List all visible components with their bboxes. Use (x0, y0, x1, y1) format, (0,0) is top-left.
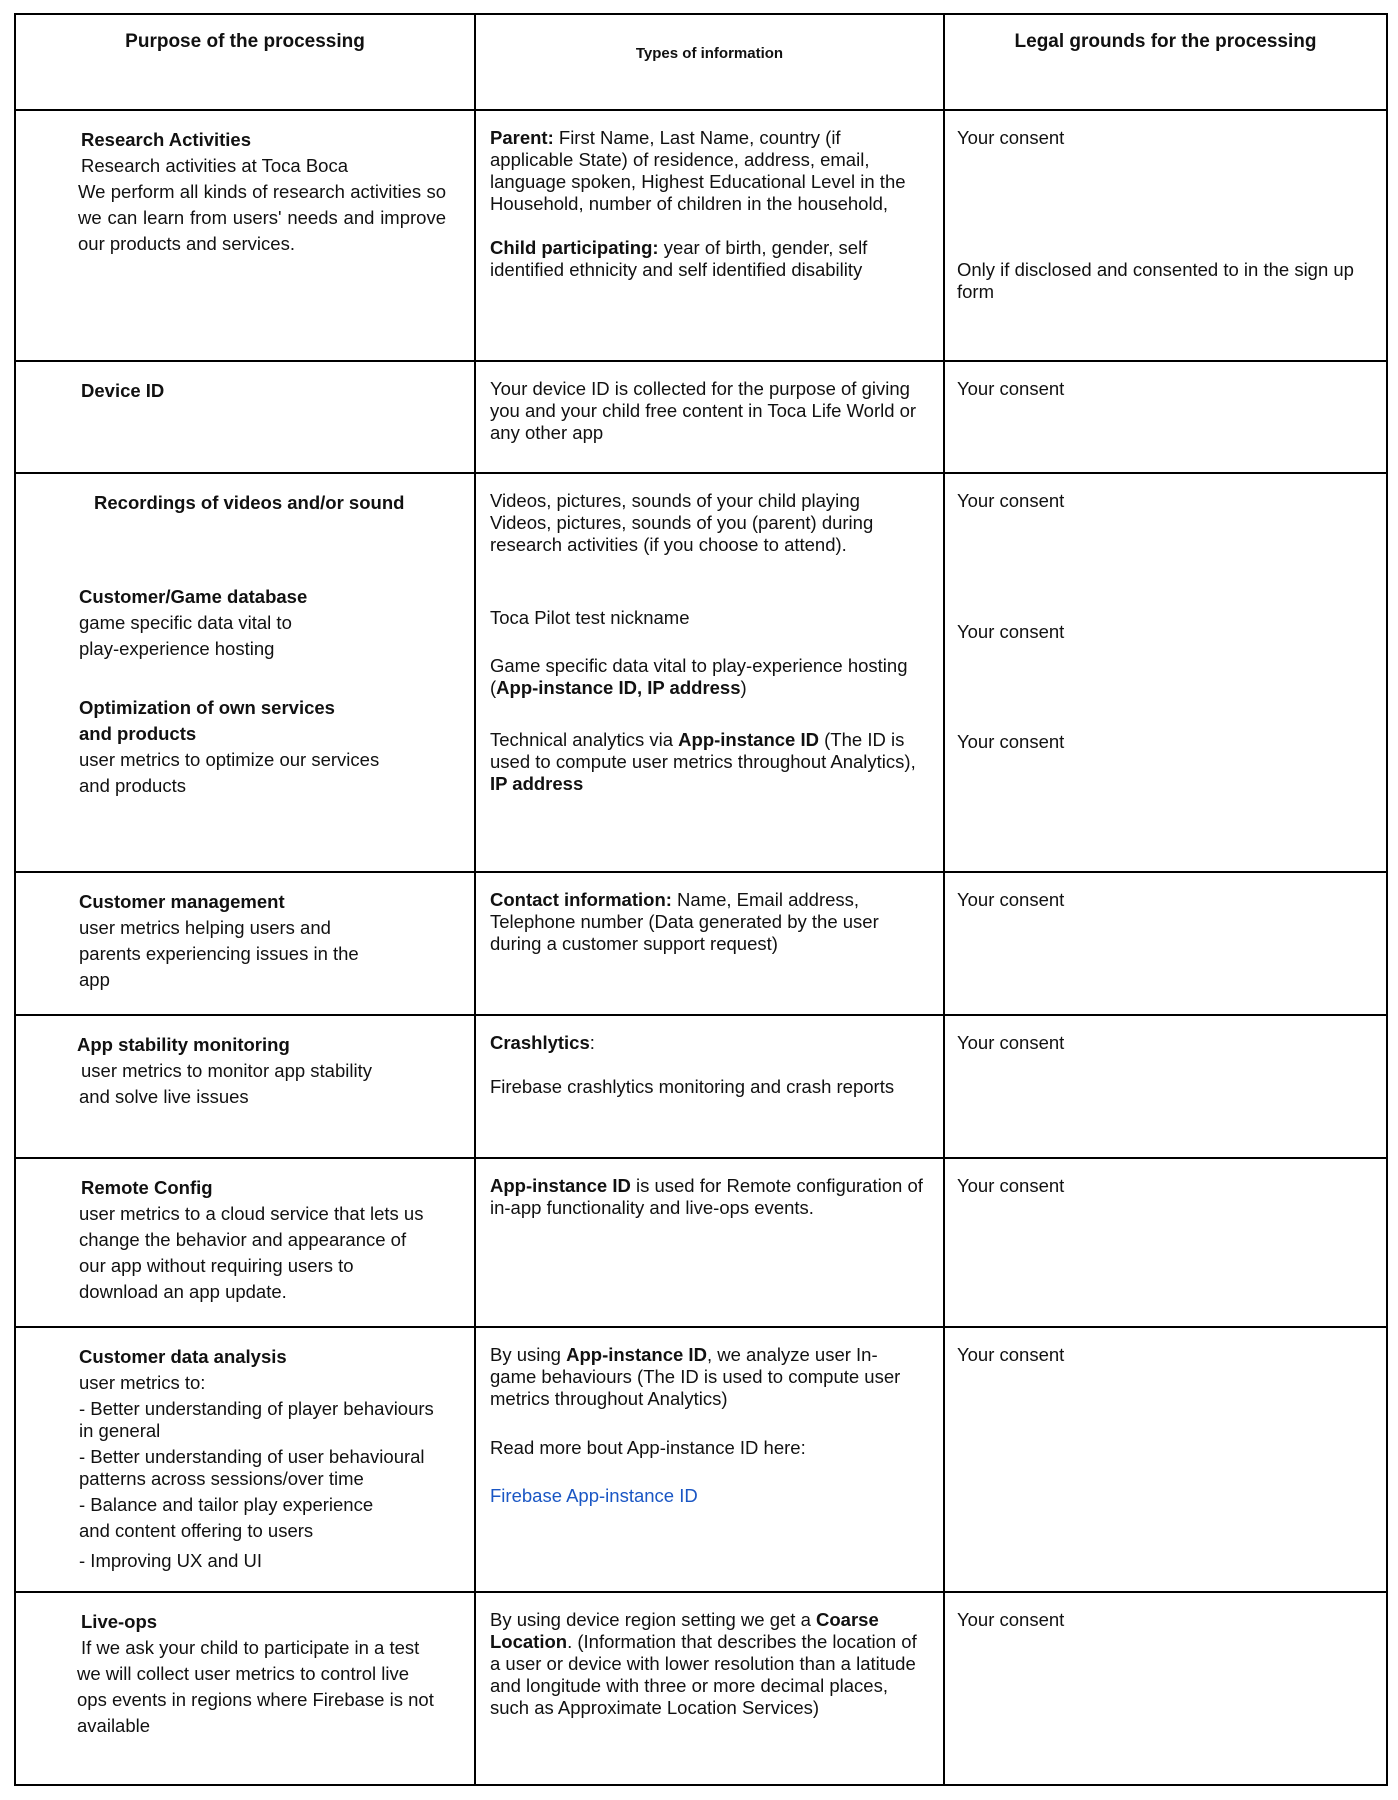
remote-purpose-cell (15, 1158, 475, 1327)
customer-mgmt-title: Customer management (79, 891, 285, 912)
header-legal: Legal grounds for the processing (944, 14, 1387, 110)
customer-mgmt-types-cell (475, 872, 944, 1015)
recordings-types-cell (475, 473, 944, 872)
stability-purpose-cell (15, 1015, 475, 1158)
header-purpose: Purpose of the processing (15, 14, 475, 110)
opt-title-1: Optimization of own services (79, 697, 335, 718)
opt-types-bold2: IP address (490, 773, 584, 794)
header-row (15, 14, 1387, 110)
opt-legal: Your consent (957, 731, 1065, 752)
liveops-desc-4: available (77, 1715, 151, 1736)
analysis-bullet-4: - Improving UX and UI (79, 1550, 263, 1571)
db-types-1: Toca Pilot test nickname (490, 607, 690, 628)
analysis-desc: user metrics to: (79, 1372, 206, 1393)
table-row (15, 473, 1387, 872)
customer-mgmt-desc-2: parents experiencing issues in the (79, 943, 359, 964)
liveops-types-bold: Coarse Location (490, 1609, 879, 1652)
table-row (15, 1015, 1387, 1158)
child-text: year of birth, gender, self identified ethnicity and self identified disability (490, 237, 868, 280)
crashlytics-colon: : (589, 1032, 595, 1053)
liveops-purpose-cell (15, 1592, 475, 1785)
analysis-bullet-3b: and content offering to users (79, 1520, 314, 1541)
contact-text: Name, Email address, Telephone number (Data generated by the user during a customer support request) (490, 889, 879, 954)
analysis-bullet-2: - Better understanding of user behavioural patterns across sessions/over time (79, 1446, 425, 1489)
db-types-2-pre: Game specific data vital to play-experience hosting ( (490, 655, 908, 698)
analysis-types-bold: App-instance ID (566, 1344, 707, 1365)
liveops-legal-cell: Your consent (944, 1592, 1387, 1785)
stability-types-cell (475, 1015, 944, 1158)
liveops-desc-1: If we ask your child to participate in a test (81, 1637, 420, 1658)
device-legal-cell: Your consent (944, 361, 1387, 473)
parent-text: First Name, Last Name, country (if applicable State) of residence, address, email, language spoken, Highest Educational Level in the Household, number of children in the household, (490, 127, 906, 214)
liveops-types-pre: By using device region setting we get a (490, 1609, 816, 1630)
stability-legal-cell: Your consent (944, 1015, 1387, 1158)
processing-table (14, 13, 1388, 1786)
analysis-types-cell (475, 1327, 944, 1592)
customer-mgmt-legal-cell: Your consent (944, 872, 1387, 1015)
db-desc-1: game specific data vital to (79, 612, 292, 633)
recordings-purpose-cell (15, 473, 475, 872)
remote-types-cell (475, 1158, 944, 1327)
db-types-2-post: ) (740, 677, 747, 698)
analysis-read-more: Read more bout App-instance ID here: (490, 1437, 806, 1458)
customer-mgmt-desc-1: user metrics helping users and (79, 917, 331, 938)
opt-types-pre: Technical analytics via (490, 729, 679, 750)
crashlytics-heading (490, 1032, 923, 1054)
research-legal-signup: Only if disclosed and consented to in the sign up form (957, 259, 1354, 302)
research-purpose-cell (15, 110, 475, 361)
research-subtitle: Research activities at Toca Boca (81, 155, 349, 176)
table-row (15, 872, 1387, 1015)
table-row (15, 1158, 1387, 1327)
stability-title: App stability monitoring (77, 1034, 290, 1055)
stability-desc-2: and solve live issues (79, 1086, 249, 1107)
table-row (15, 1592, 1387, 1785)
research-parent-info (490, 127, 923, 215)
remote-legal-cell: Your consent (944, 1158, 1387, 1327)
stability-desc-1: user metrics to monitor app stability (81, 1060, 372, 1081)
child-label: Child participating: (490, 237, 659, 258)
db-types-2-bold: App-instance ID, IP address (496, 677, 741, 698)
research-legal-cell (944, 110, 1387, 361)
parent-label: Parent: (490, 127, 554, 148)
research-desc: We perform all kinds of research activities so we can learn from users' needs and improve our products and services. (78, 181, 446, 254)
recordings-legal-cell (944, 473, 1387, 872)
research-title: Research Activities (81, 129, 252, 150)
analysis-types-post: , we analyze user In-game behaviours (The ID is used to compute user metrics throughout Analytics) (490, 1344, 901, 1409)
liveops-title: Live-ops (81, 1611, 158, 1632)
device-purpose-cell (15, 361, 475, 473)
db-legal: Your consent (957, 621, 1065, 642)
opt-desc-1: user metrics to optimize our services (79, 749, 380, 770)
liveops-types-post: . (Information that describes the location of a user or device with lower resolution than a latitude and longitude with three or more decimal places, such as Approximate Location Services) (490, 1631, 917, 1718)
remote-types-text: is used for Remote configuration of in-app functionality and live-ops events. (490, 1175, 923, 1218)
remote-title: Remote Config (81, 1177, 213, 1198)
opt-desc-2: and products (79, 775, 186, 796)
remote-desc-4: download an app update. (79, 1281, 287, 1302)
contact-label: Contact information: (490, 889, 672, 910)
analysis-purpose-cell (15, 1327, 475, 1592)
opt-types (490, 729, 923, 795)
crashlytics-text: Firebase crashlytics monitoring and crash reports (490, 1076, 895, 1097)
crashlytics-label: Crashlytics (490, 1032, 590, 1053)
device-types-cell: Your device ID is collected for the purpose of giving you and your child free content in Toca Life World or any other app (475, 361, 944, 473)
customer-mgmt-desc-3: app (79, 969, 110, 990)
table-row (15, 1327, 1387, 1592)
research-types-cell (475, 110, 944, 361)
analysis-bullet-3a: - Balance and tailor play experience (79, 1494, 374, 1515)
liveops-desc-2: we will collect user metrics to control live (77, 1663, 410, 1684)
research-legal-consent: Your consent (957, 127, 1065, 148)
analysis-title: Customer data analysis (79, 1346, 287, 1367)
analysis-bullet-1: - Better understanding of player behaviours in general (79, 1398, 434, 1441)
remote-types-label: App-instance ID (490, 1175, 631, 1196)
opt-title-2: and products (79, 723, 197, 744)
remote-desc-2: change the behavior and appearance of (79, 1229, 407, 1250)
db-types-2 (490, 655, 923, 699)
research-child-info (490, 237, 923, 281)
remote-desc-1: user metrics to a cloud service that lets us (79, 1203, 424, 1224)
opt-types-mid: (The ID is used to compute user metrics throughout Analytics), (490, 729, 916, 772)
liveops-desc-3: ops events in regions where Firebase is not (77, 1689, 434, 1710)
customer-mgmt-purpose-cell (15, 872, 475, 1015)
recordings-title: Recordings of videos and/or sound (94, 492, 405, 513)
device-title: Device ID (81, 380, 165, 401)
db-desc-2: play-experience hosting (79, 638, 275, 659)
analysis-types-pre: By using (490, 1344, 567, 1365)
opt-types-bold: App-instance ID (678, 729, 819, 750)
table-row (15, 110, 1387, 361)
recordings-types: Videos, pictures, sounds of your child playing Videos, pictures, sounds of you (parent) during research activities (if you choose to attend). (490, 490, 874, 555)
remote-desc-3: our app without requiring users to (79, 1255, 354, 1276)
header-types: Types of information (475, 14, 944, 110)
recordings-legal: Your consent (957, 490, 1065, 511)
table-row (15, 361, 1387, 473)
liveops-types-cell (475, 1592, 944, 1785)
firebase-app-instance-link[interactable]: Firebase App-instance ID (490, 1485, 698, 1506)
db-title: Customer/Game database (79, 586, 308, 607)
analysis-types (490, 1344, 923, 1410)
analysis-legal-cell: Your consent (944, 1327, 1387, 1592)
